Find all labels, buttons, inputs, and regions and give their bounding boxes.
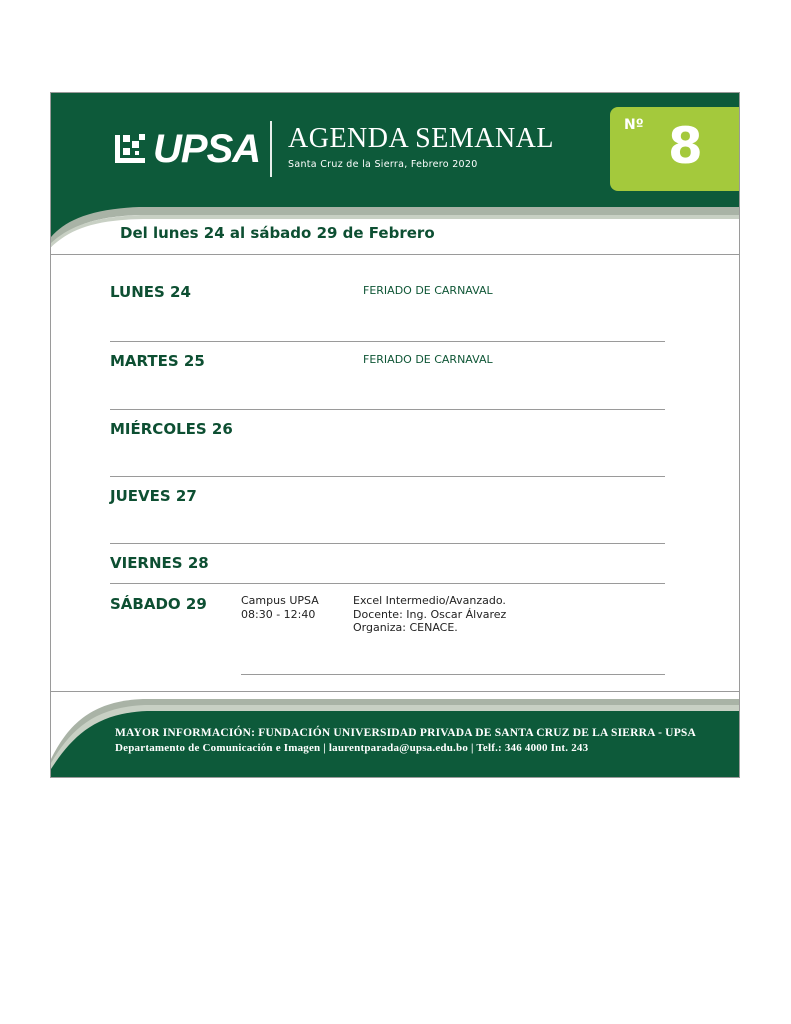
day-note-lunes: FERIADO DE CARNAVAL bbox=[363, 284, 493, 297]
day-divider bbox=[110, 476, 665, 477]
issue-number-badge bbox=[610, 107, 740, 191]
event-description bbox=[353, 594, 506, 635]
day-label-viernes: VIERNES 28 bbox=[110, 554, 209, 572]
upsa-emblem-icon bbox=[113, 131, 149, 167]
range-divider bbox=[51, 254, 740, 255]
day-divider bbox=[110, 583, 665, 584]
issue-number-label: Nº bbox=[624, 117, 644, 133]
page-title: AGENDA SEMANAL bbox=[288, 123, 554, 154]
issue-number: 8 bbox=[668, 117, 703, 175]
event-divider bbox=[241, 674, 665, 675]
day-divider bbox=[110, 543, 665, 544]
header-divider bbox=[270, 121, 272, 177]
day-label-lunes: LUNES 24 bbox=[110, 283, 191, 301]
page-subtitle: Santa Cruz de la Sierra, Febrero 2020 bbox=[288, 159, 478, 170]
upsa-logo bbox=[113, 129, 260, 169]
event-location bbox=[241, 594, 319, 621]
day-divider bbox=[110, 341, 665, 342]
event-organizer: Organiza: CENACE. bbox=[353, 621, 458, 634]
day-divider bbox=[110, 409, 665, 410]
logo-wordmark: UPSA bbox=[153, 127, 261, 171]
agenda-card bbox=[50, 92, 740, 778]
event-teacher: Docente: Ing. Oscar Álvarez bbox=[353, 607, 507, 621]
footer-info-line: MAYOR INFORMACIÓN: FUNDACIÓN UNIVERSIDAD PRIVADA DE SANTA CRUZ DE LA SIERRA - UPSA bbox=[115, 727, 697, 739]
day-label-jueves: JUEVES 27 bbox=[110, 487, 197, 505]
day-note-martes: FERIADO DE CARNAVAL bbox=[363, 353, 493, 366]
week-range: Del lunes 24 al sábado 29 de Febrero bbox=[120, 224, 435, 242]
event-title: Excel Intermedio/Avanzado. bbox=[353, 594, 506, 607]
day-label-miercoles: MIÉRCOLES 26 bbox=[110, 420, 233, 438]
footer-contact-line: Departamento de Comunicación e Imagen | laurentparada@upsa.edu.bo | Telf.: 346 4000 Int. 243 bbox=[115, 742, 589, 754]
day-label-sabado: SÁBADO 29 bbox=[110, 595, 207, 613]
event-time: 08:30 - 12:40 bbox=[241, 607, 316, 621]
day-label-martes: MARTES 25 bbox=[110, 352, 205, 370]
event-place: Campus UPSA bbox=[241, 594, 319, 607]
